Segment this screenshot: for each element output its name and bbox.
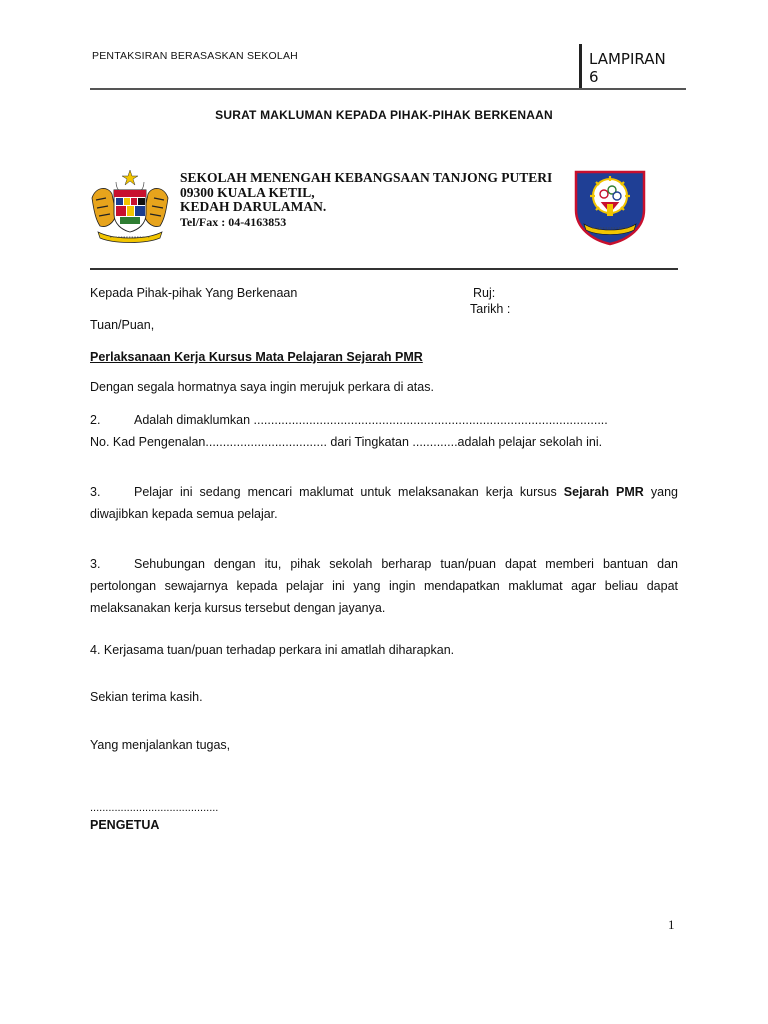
lampiran-number: 6 <box>589 68 599 86</box>
closing-line: Sekian terima kasih. <box>90 690 203 704</box>
paragraph-5: 4. Kerjasama tuan/puan terhadap perkara ini amatlah diharapkan. <box>90 643 455 657</box>
paragraph-4-number: 3. <box>90 557 101 571</box>
document-title: SURAT MAKLUMAN KEPADA PIHAK-PIHAK BERKENAAN <box>215 108 553 122</box>
school-badge-logo <box>570 166 650 246</box>
paragraph-3-number: 3. <box>90 485 101 499</box>
paragraph-3-bold-subject: Sejarah PMR <box>563 485 644 499</box>
paragraph-3 <box>90 481 678 525</box>
header-left-text: PENTAKSIRAN BERASASKAN SEKOLAH <box>92 50 298 62</box>
paragraph-2-line-2: No. Kad Pengenalan................................... dari Tingkatan .............adalah pelajar sekolah ini. <box>90 435 603 449</box>
school-telephone: Tel/Fax : 04-4163853 <box>180 214 287 229</box>
paragraph-2 <box>90 409 678 453</box>
letter-subject: Perlaksanaan Kerja Kursus Mata Pelajaran Sejarah PMR <box>90 350 423 364</box>
paragraph-2-line-1: Adalah dimaklumkan ...................................................................................................... <box>134 413 608 427</box>
paragraph-2-number: 2. <box>90 413 101 427</box>
school-name: SEKOLAH MENENGAH KEBANGSAAN TANJONG PUTERI <box>180 170 553 185</box>
signatory-title: PENGETUA <box>90 818 160 832</box>
recipient-line: Kepada Pihak-pihak Yang Berkenaan <box>90 286 298 300</box>
intro-paragraph: Dengan segala hormatnya saya ingin merujuk perkara di atas. <box>90 380 434 394</box>
lampiran-label <box>589 50 666 86</box>
letterhead-rule <box>90 268 678 270</box>
duty-line: Yang menjalankan tugas, <box>90 738 231 752</box>
page-number: 1 <box>668 917 675 932</box>
signature-line: .......................................... <box>90 802 219 814</box>
school-postcode-town: 09300 KUALA KETIL, <box>180 184 315 200</box>
lampiran-word: LAMPIRAN <box>589 50 666 68</box>
reference-label: Ruj: <box>473 286 496 300</box>
paragraph-3-text-a: Pelajar ini sedang mencari maklumat untuk melaksanakan kerja kursus <box>134 485 564 499</box>
lampiran-divider <box>579 44 582 88</box>
header-rule <box>90 88 686 90</box>
date-label: Tarikh : <box>470 302 511 316</box>
paragraph-4-text: Sehubungan dengan itu, pihak sekolah berharap tuan/puan dapat memberi bantuan dan pertolongan sewajarnya kepada pelajar ini yang ingin mendapatkan maklumat agar beliau dapat melaksanakan kerja kursus tersebut dengan jayanya. <box>90 557 678 615</box>
school-address-block <box>180 171 552 229</box>
paragraph-3-text-b: yang diwajibkan kepada semua pelajar. <box>90 485 678 521</box>
school-state: KEDAH DARULAMAN. <box>180 199 327 214</box>
paragraph-4 <box>90 553 678 619</box>
salutation: Tuan/Puan, <box>90 318 155 332</box>
coat-of-arms-logo <box>86 168 174 244</box>
